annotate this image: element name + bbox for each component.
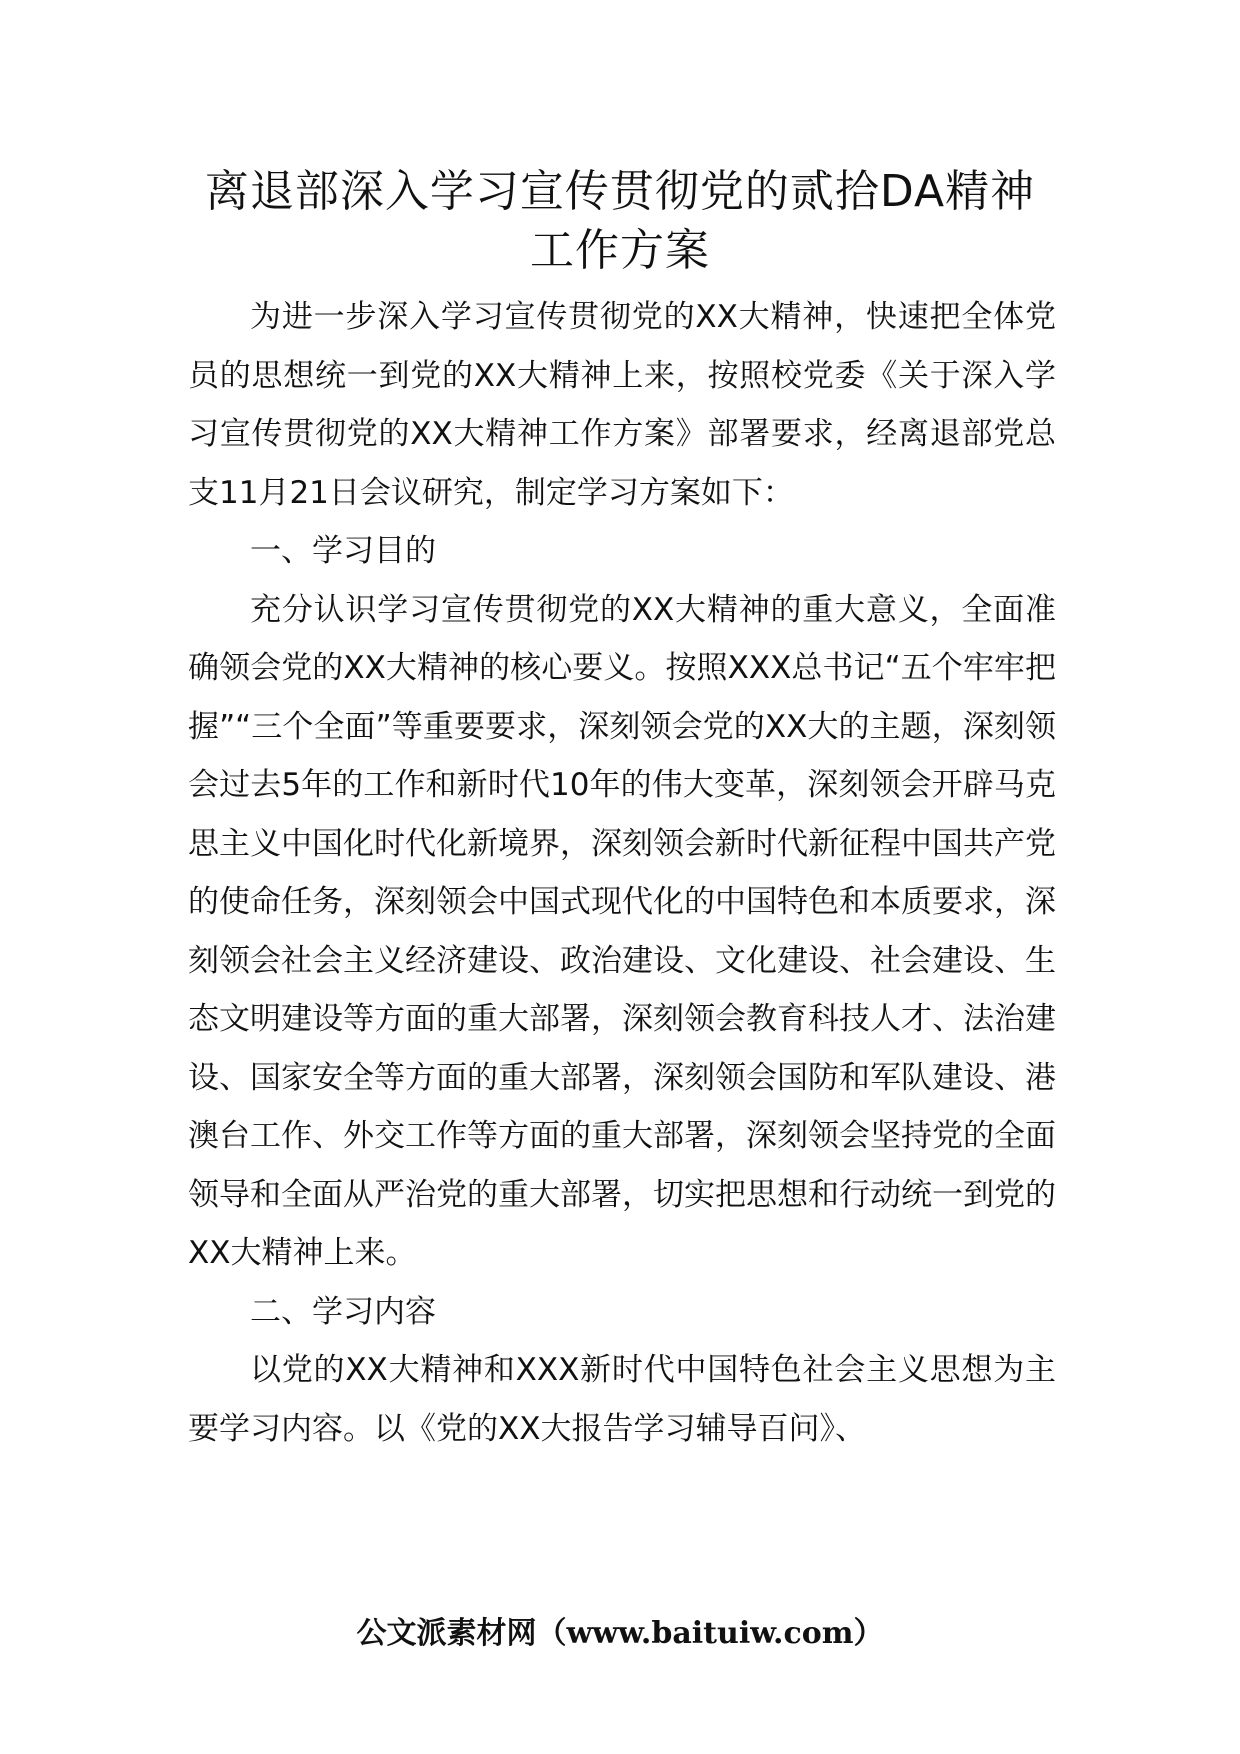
section-heading-content: 二、学习内容 [250, 1293, 436, 1330]
document-title-line-1: 离退部深入学习宣传贯彻党的贰拾DA精神 [204, 166, 1036, 217]
section-paragraph-content: 以党的XX大精神和XXX新时代中国特色社会主义思想为主要学习内容。以《党的XX大报告学习辅导百问》、 [188, 1352, 1056, 1447]
section-heading-purpose: 一、学习目的 [250, 533, 436, 569]
section-paragraph-purpose: 充分认识学习宣传贯彻党的XX大精神的重大意义，全面准确领会党的XX大精神的核心要义。按照XXX总书记“五个牢牢把握”“三个全面”等重要要求，深刻领会党的XX大的主题，深刻领会过去5年的工作和新时代10年的伟大变革，深刻领会开辟马克思主义中国化时代化新境界，深刻领会新时代新征程中国共产党的使命任务，深刻领会中国式现代化的中国特色和本质要求，深刻领会社会主义经济建设、政治建设、文化建设、社会建设、生态文明建设等方面的重大部署，深刻领会教育科技人才、法治建设、国家安全等方面的重大部署，深刻领会国防和军队建设、港澳台工作、外交工作等方面的重大部署，深刻领会坚持党的全面领导和全面从严治党的重大部署，切实把思想和行动统一到党的XX大精神上来。 [188, 591, 1056, 1271]
document-title-line-2: 工作方案 [530, 225, 710, 276]
footer-watermark: 公文派素材网（www.baituiw.com） [356, 1616, 884, 1651]
intro-paragraph: 为进一步深入学习宣传贯彻党的XX大精神，快速把全体党员的思想统一到党的XX大精神上来，按照校党委《关于深入学习宣传贯彻党的XX大精神工作方案》部署要求，经离退部党总支11月21日会议研究，制定学习方案如下： [188, 299, 1056, 511]
document-body [188, 288, 1056, 1458]
